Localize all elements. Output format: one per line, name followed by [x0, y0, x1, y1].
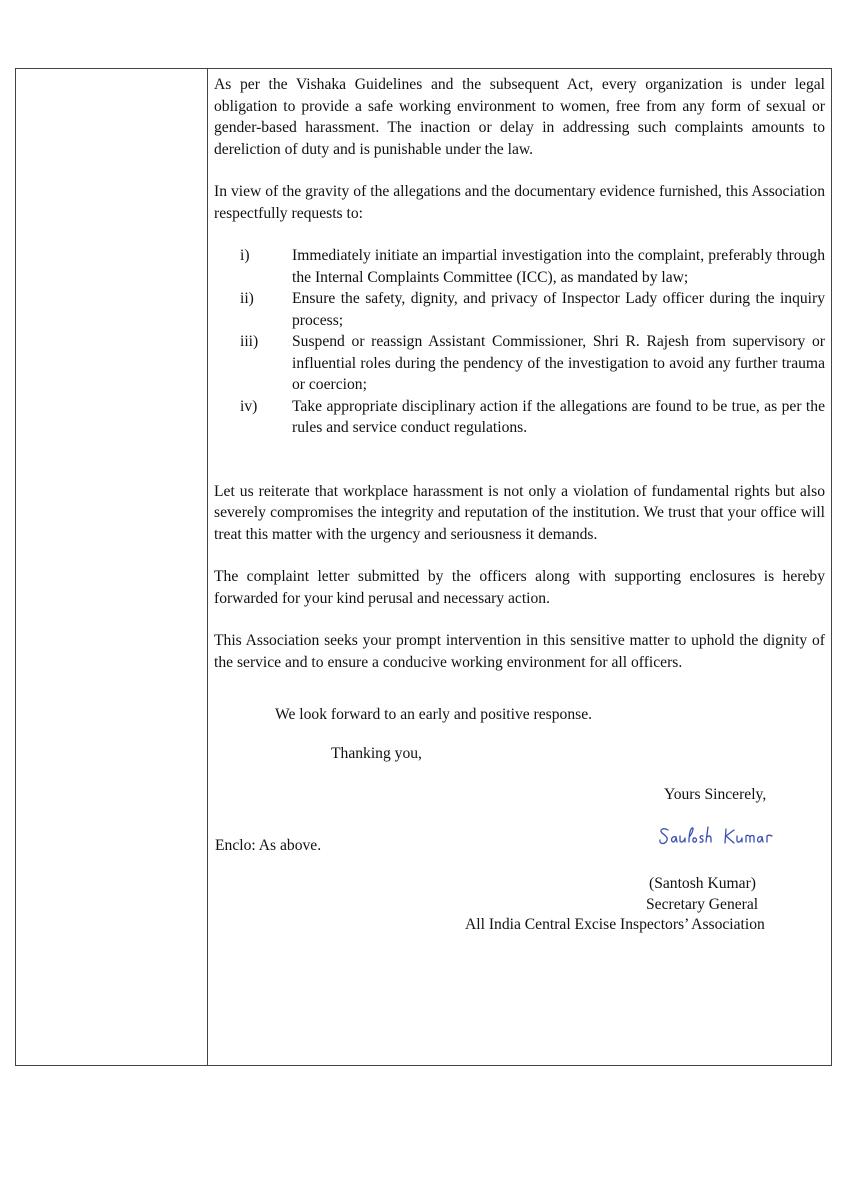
paragraph-vishaka: As per the Vishaka Guidelines and the subsequent Act, every organization is under legal obligation to provide a safe working environment to women, free from any form of sexual or gender-based harassment. The inaction or delay in addressing such complaints amounts to dereliction of duty and is punishable under the law.	[214, 76, 825, 158]
list-item-text: Suspend or reassign Assistant Commissioner, Shri R. Rajesh from supervisory or influential roles during the pendency of the investigation to avoid any further trauma or coercion;	[292, 333, 825, 393]
letter-body	[214, 74, 825, 673]
thanking-line: Thanking you,	[331, 745, 422, 762]
list-item	[214, 331, 825, 396]
yours-sincerely: Yours Sincerely,	[664, 786, 767, 803]
list-item-text: Immediately initiate an impartial investigation into the complaint, preferably through the Internal Complaints Committee (ICC), as mandated by law;	[292, 247, 825, 286]
list-item-number: ii)	[240, 290, 254, 307]
paragraph-reiterate: Let us reiterate that workplace harassment is not only a violation of fundamental rights but also severely compromises the integrity and reputation of the institution. We trust that your office will treat this matter with the urgency and seriousness it demands.	[214, 482, 825, 543]
signatory-title: Secretary General	[646, 896, 759, 913]
signature-icon	[658, 824, 790, 852]
list-item	[214, 245, 825, 288]
list-item-number: iv)	[240, 397, 258, 415]
list-item-text: Ensure the safety, dignity, and privacy of Inspector Lady officer during the inquiry process;	[292, 290, 825, 329]
list-item-number: iii)	[240, 333, 259, 350]
enclosure-note: Enclo: As above.	[215, 837, 322, 854]
list-item	[214, 396, 825, 439]
list-item-number: i)	[240, 247, 250, 264]
requests-list	[214, 245, 825, 439]
paragraph-request-intro: In view of the gravity of the allegations and the documentary evidence furnished, this Association respectfully requests to:	[214, 183, 825, 222]
list-item	[214, 288, 825, 331]
paragraph-forwarded: The complaint letter submitted by the officers along with supporting enclosures is hereby forwarded for your kind perusal and necessary action.	[214, 568, 825, 607]
signatory-name: (Santosh Kumar)	[649, 875, 756, 892]
signature-image	[658, 824, 790, 857]
look-forward-line: We look forward to an early and positive response.	[275, 706, 593, 723]
list-item-text: Take appropriate disciplinary action if the allegations are found to be true, as per the rules and service conduct regulations.	[292, 397, 825, 436]
column-divider	[207, 69, 208, 1065]
signatory-organization: All India Central Excise Inspectors’ Association	[465, 916, 765, 933]
paragraph-intervention: This Association seeks your prompt intervention in this sensitive matter to uphold the dignity of the service and to ensure a conducive working environment for all officers.	[214, 632, 825, 671]
